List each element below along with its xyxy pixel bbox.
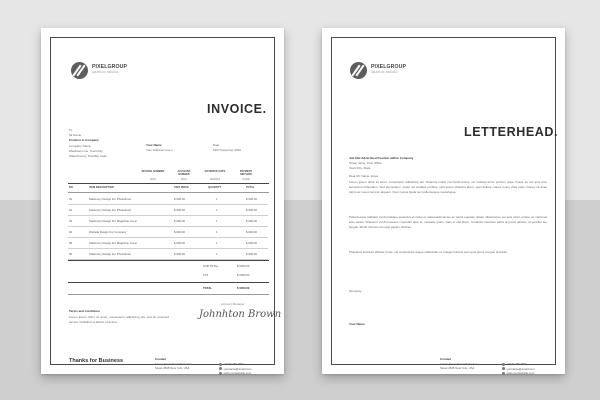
row-quantity: 1 [216, 252, 218, 256]
row-number: 03 [69, 219, 73, 223]
letter-contact-block: Contact Lorem Ipsum Seventh Avenue Street 4545 New York, USA [440, 357, 478, 371]
row-unit-price: $ 000.00 [174, 252, 185, 256]
meta-value-payment: CARD [242, 178, 250, 181]
row-quantity: 1 [216, 197, 218, 201]
meta-label-payment: PAYMENT METHOD [239, 170, 253, 177]
subtotal-value: $ 0000.00 [237, 264, 250, 268]
table-row [68, 205, 268, 216]
letterhead-title: LETTERHEAD. [464, 125, 559, 139]
terms-text: Lorem ipsum dolor sit amet, consectetur adipiscing elit, sed do eiusmod tempor incididunt ut labore et dolore. [69, 315, 169, 324]
meta-label-invoice-number: INVOICE NUMBER [141, 170, 165, 173]
invoice-sheet [41, 28, 284, 374]
row-total: $ 000.00 [246, 230, 257, 234]
row-quantity: 1 [216, 219, 218, 223]
column-header-description: ITEM DESCRIPTION [89, 186, 114, 189]
brand-name: PIXELGROUP [371, 64, 407, 70]
total-value: $ 0000.00 [237, 286, 250, 290]
email-icon [502, 367, 505, 370]
meta-value-invoice-number: 0001 [150, 178, 156, 181]
row-number: 02 [69, 208, 73, 212]
total-label: TOTAL [203, 286, 213, 290]
row-divider [68, 259, 268, 260]
phone-icon [502, 363, 505, 366]
table-row [68, 216, 268, 227]
date-block: Date 16th November 2016 [213, 143, 242, 153]
brand-tagline: GRAPHIC DESIGN [92, 71, 119, 74]
column-header-total: TOTAL [246, 186, 255, 189]
table-bottom-rule [68, 260, 269, 261]
letter-contact-details: +0123 456 7890 yourname@email.com www.yourwebsite.com [502, 362, 535, 376]
subtotal-label: SUB TOTAL [203, 264, 219, 268]
row-unit-price: $ 000.00 [174, 230, 185, 234]
row-number: 05 [69, 241, 73, 245]
web-icon [502, 372, 505, 375]
sender-block: Your Name Your Address Line 1 [146, 143, 173, 153]
brand-name: PIXELGROUP [92, 64, 128, 70]
column-header-no: NO. [69, 186, 74, 189]
table-row [68, 249, 268, 260]
row-unit-price: $ 000.00 [174, 219, 185, 223]
row-description: Website Design For Company [89, 230, 127, 234]
row-number: 04 [69, 230, 73, 234]
row-description: Stationery Design For Photoshoot [89, 252, 131, 256]
meta-value-date: 00/00/16 [209, 178, 221, 181]
letterhead-sheet [322, 28, 565, 374]
table-header-rule [68, 192, 269, 193]
row-description: Stationery Design For Magazine Cover [89, 241, 138, 245]
invoice-title: INVOICE. [207, 102, 267, 116]
signature-name: Your Name [349, 322, 365, 326]
column-header-quantity: QUANTITY [208, 186, 222, 189]
tax-label: TAX [203, 273, 209, 277]
letter-recipient-block: Job title Advertised Position within Company Street name, Post Office Town/City, State [349, 156, 414, 171]
phone-icon [219, 363, 222, 366]
tax-value: $ 0000.00 [237, 273, 250, 277]
letterhead-frame [331, 37, 559, 365]
email-icon [219, 367, 222, 370]
meta-label-date: DATE/DUE DATE [204, 170, 226, 173]
row-quantity: 1 [216, 230, 218, 234]
row-total: $ 000.00 [246, 197, 257, 201]
table-row [68, 238, 268, 249]
total-rule [68, 282, 269, 283]
table-row [68, 194, 268, 205]
row-quantity: 1 [216, 241, 218, 245]
brand-logo-icon [71, 62, 88, 79]
row-description: Stationery Design For Photoshoot [89, 197, 131, 201]
row-unit-price: $ 000.00 [174, 241, 185, 245]
invoice-contact-details: +0123 456 7890 yourname@email.com www.yourwebsite.com [219, 362, 252, 376]
letter-paragraph-1: Lorem ipsum dolor sit amet, consectetur adipiscing elit. Vivamus mollis commodo lectus, vel suscipit tortor pretium vitae. Fusce eu est quis arcu fermentum bibendum. Sed elementum, quam vel sodales porttitor, velit lectus pharetra lacus, eget finibus mauris lorem vitae justo. Donec sit amet turpis ac metus tempor aliquam. Nunc luctus ligula nec pellentesque scelerisque. [349, 180, 547, 194]
letter-paragraph-3: Phasellus tincidunt efficitur turpis, vel consectetur augue sollicitudin ut. Integer lobortis sem quis purus congue tincidunt. [349, 250, 508, 254]
web-icon [219, 372, 222, 375]
signer-role: Account Manager [221, 302, 245, 306]
terms-block: Terms and conditions [69, 309, 100, 313]
total-bottom-rule [68, 294, 269, 295]
row-number: 01 [69, 197, 73, 201]
row-description: Stationery Design For Photoshoot [89, 208, 131, 212]
row-number: 06 [69, 252, 73, 256]
column-header-unit-price: UNIT PRICE [174, 186, 189, 189]
signature: Johnhton Brown [199, 309, 282, 320]
salutation: Dear Mr. Name Jones, [349, 174, 380, 178]
row-total: $ 000.00 [246, 252, 257, 256]
brand-tagline: GRAPHIC DESIGN [371, 71, 398, 74]
closing: Sincerely [349, 289, 362, 293]
row-quantity: 1 [216, 208, 218, 212]
row-total: $ 000.00 [246, 219, 257, 223]
brand-logo-icon [350, 62, 367, 79]
row-unit-price: $ 000.00 [174, 197, 185, 201]
row-unit-price: $ 000.00 [174, 208, 185, 212]
invoice-contact-block: Contact Lorem Ipsum Seventh Avenue Street 4545 New York, USA [155, 357, 193, 371]
thanks-message: Thanks for Business [69, 358, 124, 364]
row-description: Stationery Design For Magazine Cover [89, 219, 138, 223]
row-total: $ 000.00 [246, 208, 257, 212]
letter-paragraph-2: Pellentesque habitant morbi tristique senectus et netus et malesuada fames ac turpis egestas. Etiam ullamcorper est quis tortor ornare, at maximus ante varius. Praesent vel dui laoreet, imperdiet ante et, molestie quam. Nam in nisl libero. Curabitur interdum tellus at purus ultrices, at porttitor leo feugiat. Morbi rhoncus est eget sapien ultricies. [349, 215, 547, 229]
meta-value-account-number: 0001 [181, 178, 187, 181]
recipient-block: To: Mr.Name Position in Company Company Name #Address Line, Town/City State/County, Post/Zip Code [69, 128, 107, 159]
table-top-rule [68, 183, 269, 184]
row-total: $ 000.00 [246, 241, 257, 245]
meta-label-account-number: ACCOUNT NUMBER [177, 170, 191, 177]
table-row [68, 227, 268, 238]
